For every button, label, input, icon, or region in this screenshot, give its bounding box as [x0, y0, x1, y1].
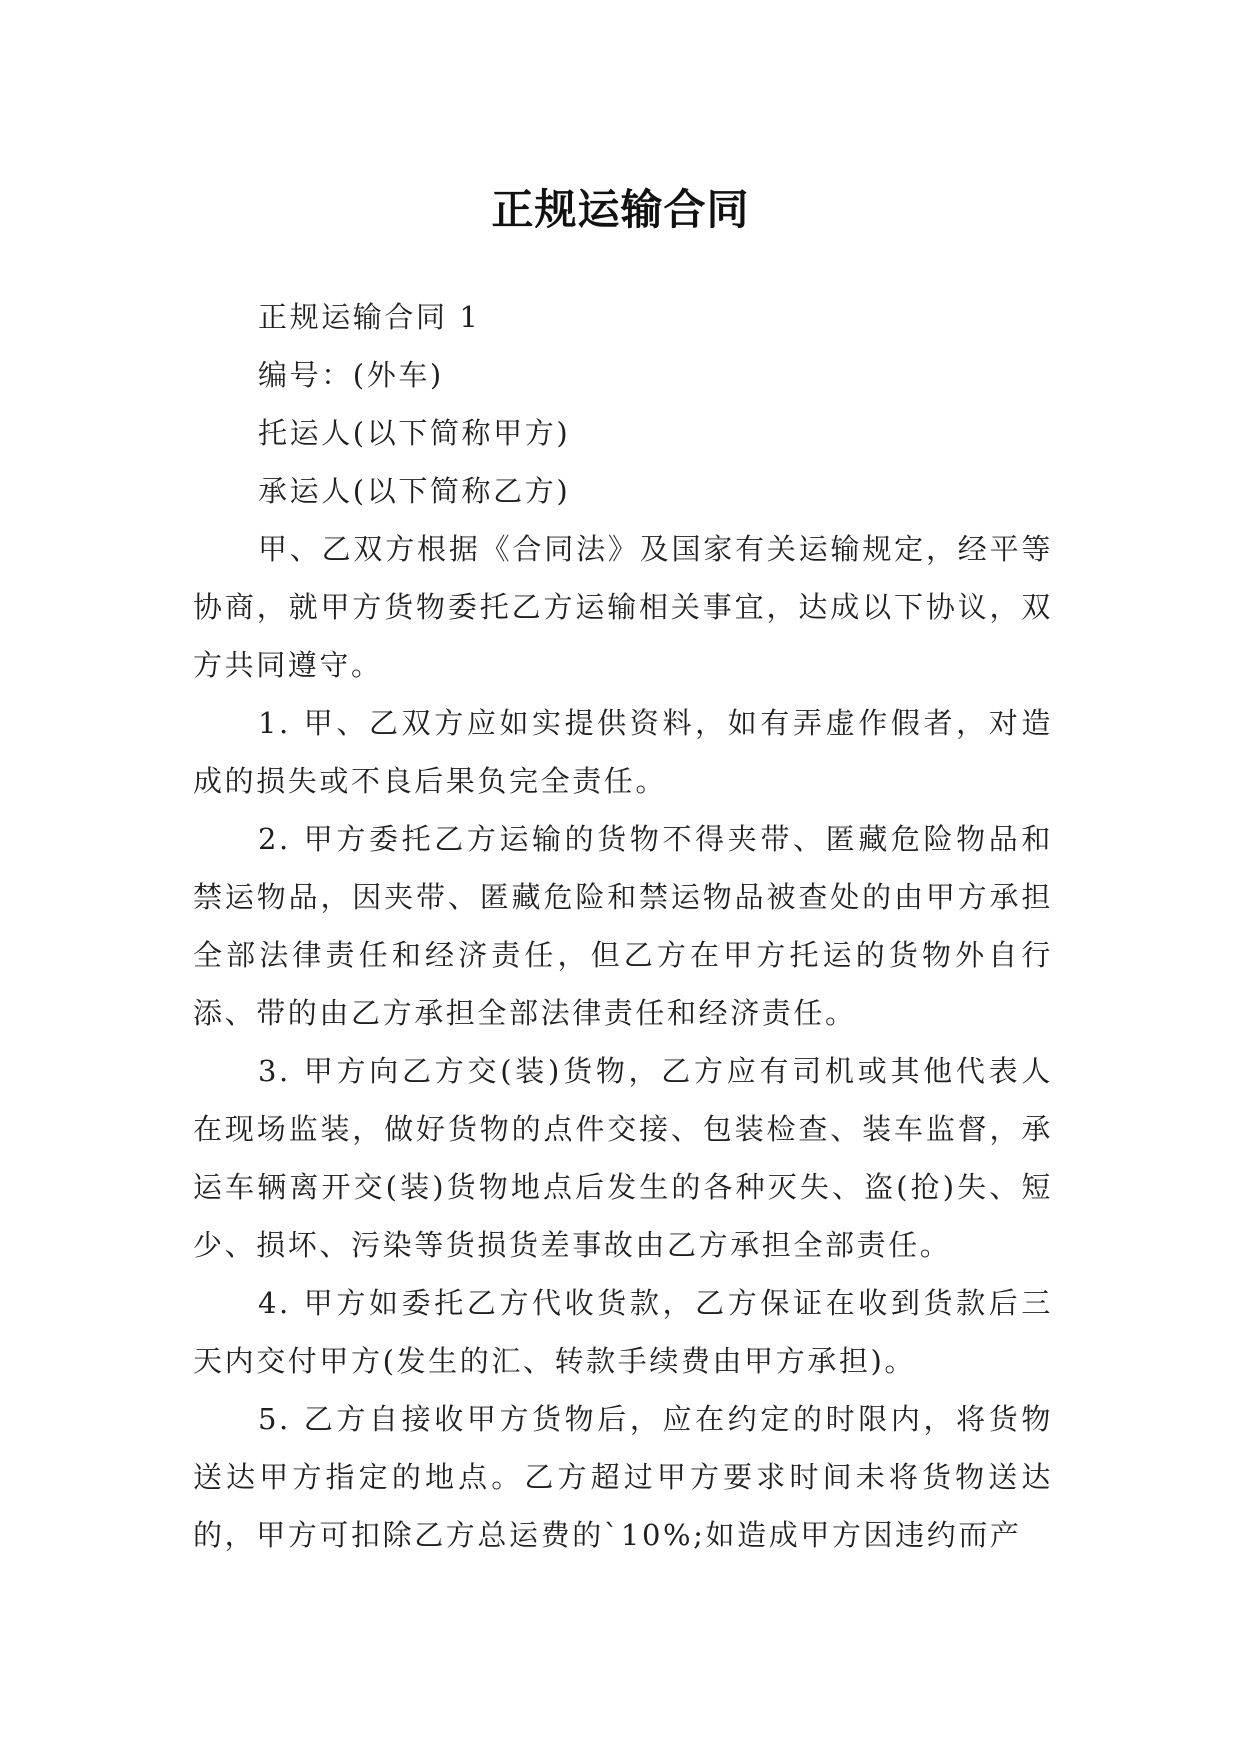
- contract-number: 编号：(外车): [258, 358, 444, 392]
- clause-5: 5. 乙方自接收甲方货物后，应在约定的时限内，将货物送达甲方指定的地点。乙方超过甲方要求时间未将货物送达的，甲方可扣除乙方总运费的`10%;如造成甲方因违约而产: [193, 1402, 1053, 1552]
- document-title: 正规运输合同: [491, 185, 750, 235]
- document-body: [193, 288, 1053, 1564]
- clause-4: 4. 甲方如委托乙方代收货款，乙方保证在收到货款后三天内交付甲方(发生的汇、转款手续费由甲方承担)。: [193, 1286, 1053, 1378]
- clause-1: 1. 甲、乙双方应如实提供资料，如有弄虚作假者，对造成的损失或不良后果负完全责任。: [193, 706, 1053, 798]
- clause-2: 2. 甲方委托乙方运输的货物不得夹带、匿藏危险物品和禁运物品，因夹带、匿藏危险和禁运物品被查处的由甲方承担全部法律责任和经济责任，但乙方在甲方托运的货物外自行添、带的由乙方承担全部法律责任和经济责任。: [193, 822, 1053, 1030]
- section-heading: 正规运输合同 1: [258, 300, 481, 334]
- preamble-paragraph: 甲、乙双方根据《合同法》及国家有关运输规定，经平等协商，就甲方货物委托乙方运输相关事宜，达成以下协议，双方共同遵守。: [193, 532, 1053, 682]
- carrier-line: 承运人(以下简称乙方): [258, 474, 571, 508]
- shipper-line: 托运人(以下简称甲方): [258, 416, 571, 450]
- clause-3: 3. 甲方向乙方交(装)货物，乙方应有司机或其他代表人在现场监装，做好货物的点件交接、包装检查、装车监督，承运车辆离开交(装)货物地点后发生的各种灭失、盗(抢)失、短少、损坏、污染等货损货差事故由乙方承担全部责任。: [193, 1054, 1053, 1262]
